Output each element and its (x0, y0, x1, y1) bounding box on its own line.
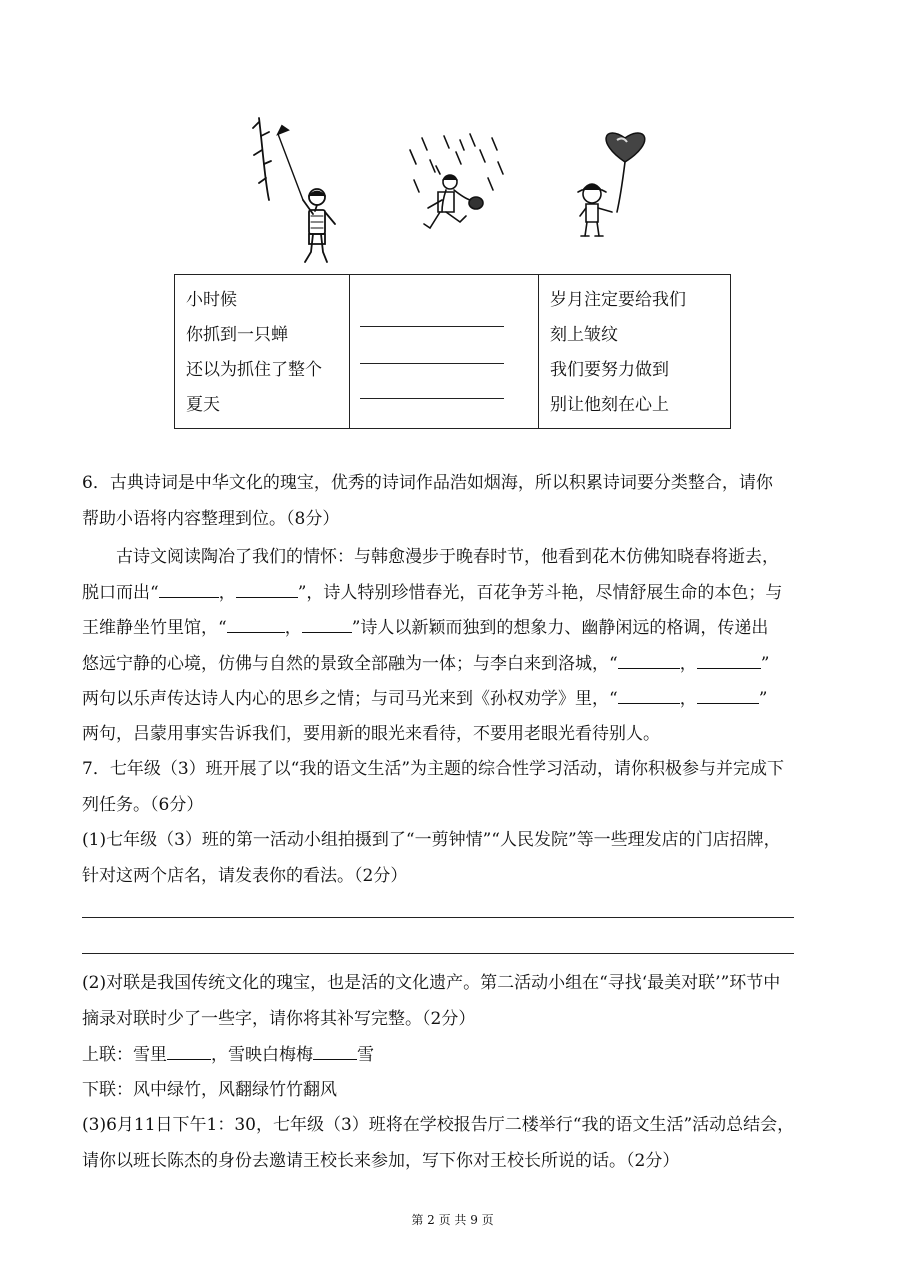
answer-line[interactable] (360, 398, 504, 399)
q7-sub1-line1: (1)七年级（3）班的第一活动小组拍摄到了“一剪钟情”“人民发院”等一些理发店的门店招牌， (82, 830, 781, 850)
q7-sub3-line2: 请你以班长陈杰的身份去邀请王校长来参加，写下你对王校长所说的话。（2分） (82, 1151, 680, 1171)
answer-line[interactable] (82, 953, 794, 954)
boy-catching-cicada-illustration (245, 112, 345, 267)
text-span: ”，诗人特别珍惜春光，百花争芳斗艳，尽情舒展生命的本色；与 (297, 583, 783, 603)
q6-paragraph-line (82, 616, 768, 639)
q7-sub3-line1: (3)6月11日下午1：30，七年级（3）班将在学校报告厅二楼举行“我的语文生活”活动总结会， (82, 1115, 795, 1135)
text-span: 两句以乐声传达诗人内心的思乡之情；与司马光来到《孙权劝学》里，“ (82, 689, 618, 709)
girl-with-heart-balloon-illustration (565, 128, 665, 243)
poem-left-line: 你抓到一只蝉 (186, 325, 288, 345)
page-footer: 第 2 页 共 9 页 (411, 1213, 494, 1227)
q6-paragraph-line: 两句，吕蒙用事实告诉我们，要用新的眼光来看待，不要用老眼光看待别人。 (82, 724, 660, 744)
poem-left-line: 还以为抓住了整个 (186, 360, 322, 380)
poem-answer-cell (350, 275, 539, 429)
fill-blank[interactable] (302, 616, 352, 633)
q6-paragraph-line (82, 652, 769, 675)
fill-blank[interactable] (697, 652, 761, 669)
text-span: ， (679, 689, 697, 709)
fill-blank[interactable] (236, 581, 298, 598)
q6-prompt-line1: 6．古典诗词是中华文化的瑰宝，优秀的诗词作品浩如烟海，所以积累诗词要分类整合，请你 (82, 473, 773, 493)
fill-blank[interactable] (697, 687, 759, 704)
text-span: 雪 (357, 1045, 374, 1065)
q7-prompt-line2: 列任务。（6分） (82, 795, 204, 815)
text-span: 悠远宁静的心境，仿佛与自然的景致全部融为一体；与李白来到洛城，“ (82, 654, 618, 674)
fill-blank[interactable] (227, 616, 285, 633)
boy-running-in-rain-illustration (400, 130, 510, 245)
q7-prompt-line1: 7．七年级（3）班开展了以“我的语文生活”为主题的综合性学习活动，请你积极参与并完成下 (82, 759, 785, 779)
text-span: ”诗人以新颖而独到的想象力、幽静闲远的格调，传递出 (351, 618, 769, 638)
couplet-upper-line (82, 1043, 374, 1066)
q6-paragraph-line (82, 687, 767, 710)
text-span: ， (218, 583, 236, 603)
q7-sub2-line2: 摘录对联时少了一些字，请你将其补写完整。（2分） (82, 1009, 476, 1029)
q7-sub1-line2: 针对这两个店名，请发表你的看法。（2分） (82, 866, 408, 886)
fill-blank[interactable] (167, 1043, 211, 1060)
fill-blank[interactable] (618, 687, 680, 704)
q6-paragraph-line (82, 581, 782, 604)
q6-paragraph-line: 古诗文阅读陶冶了我们的情怀：与韩愈漫步于晚春时节，他看到花木仿佛知晓春将逝去， (116, 547, 779, 567)
answer-line[interactable] (360, 326, 504, 327)
text-span: ” (760, 654, 770, 674)
q7-sub2-line1: (2)对联是我国传统文化的瑰宝，也是活的文化遗产。第二活动小组在“寻找‘最美对联’”环节中 (82, 973, 781, 993)
text-span: ， (284, 618, 302, 638)
text-span: 脱口而出“ (82, 583, 159, 603)
fill-blank[interactable] (313, 1043, 357, 1060)
text-span: ，雪映白梅梅 (211, 1045, 313, 1065)
fill-blank[interactable] (159, 581, 219, 598)
poem-right-line: 岁月注定要给我们 (550, 290, 686, 310)
text-span: 上联：雪里 (82, 1045, 167, 1065)
poem-right-line: 我们要努力做到 (550, 360, 669, 380)
poem-table (174, 274, 731, 429)
answer-line[interactable] (82, 917, 794, 918)
q6-prompt-line2: 帮助小语将内容整理到位。（8分） (82, 509, 340, 529)
poem-right-line: 别让他刻在心上 (550, 395, 669, 415)
answer-line[interactable] (360, 363, 504, 364)
text-span: ” (758, 689, 768, 709)
fill-blank[interactable] (618, 652, 680, 669)
poem-right-line: 刻上皱纹 (550, 325, 618, 345)
poem-left-line: 夏天 (186, 395, 220, 415)
poem-right-cell (539, 275, 731, 429)
text-span: 王维静坐竹里馆，“ (82, 618, 227, 638)
poem-left-line: 小时候 (186, 290, 237, 310)
couplet-lower-line: 下联：风中绿竹，风翻绿竹竹翻风 (82, 1080, 337, 1100)
text-span: ， (679, 654, 697, 674)
poem-left-cell (175, 275, 350, 429)
